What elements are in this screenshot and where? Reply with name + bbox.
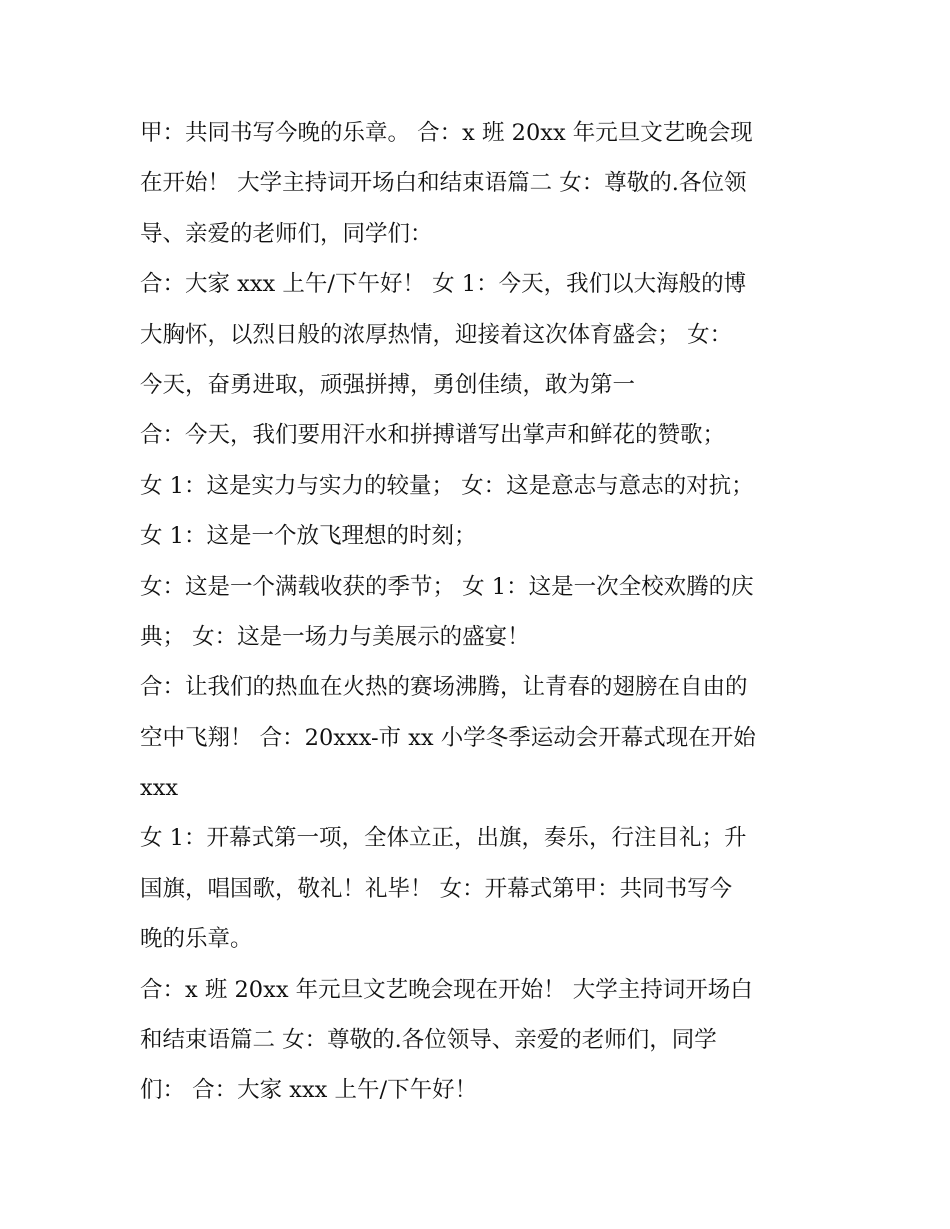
text-line: xxx (140, 775, 179, 802)
text-line: 在开始！ 大学主持词开场白和结束语篇二 女：尊敬的.各位领 (140, 170, 747, 197)
text-line: 导、亲爱的老师们，同学们： (140, 220, 433, 247)
text-line: 合：大家 xxx 上午/下午好！ 女 1：今天，我们以大海般的博 (140, 271, 747, 298)
document-body (140, 108, 830, 1116)
text-line: 女 1：开幕式第一项，全体立正，出旗，奏乐，行注目礼；升 (140, 825, 747, 852)
text-line: 今天，奋勇进取，顽强拼搏，勇创佳绩，敢为第一 (140, 371, 636, 398)
text-line: 合：今天，我们要用汗水和拼搏谱写出掌声和鲜花的赞歌； (140, 422, 726, 449)
text-line: 晚的乐章。 (140, 926, 253, 953)
text-line: 甲：共同书写今晚的乐章。 合：x 班 20xx 年元旦文艺晚会现 (140, 120, 753, 146)
text-line: 空中飞翔！ 合：20xxx-市 xx 小学冬季运动会开幕式现在开始 (140, 724, 756, 751)
text-line: 女 1：这是一个放飞理想的时刻； (140, 523, 477, 550)
text-line: 们： 合：大家 xxx 上午/下午好！ (140, 1077, 478, 1104)
text-line: 女 1：这是实力与实力的较量； 女：这是意志与意志的对抗； (140, 472, 754, 499)
text-line: 和结束语篇二 女：尊敬的.各位领导、亲爱的老师们，同学 (140, 1027, 717, 1054)
text-line: 国旗，唱国歌，敬礼！礼毕！ 女：开幕式第甲：共同书写今 (140, 875, 733, 902)
text-line: 合：x 班 20xx 年元旦文艺晚会现在开始！ 大学主持词开场白 (140, 976, 753, 1003)
text-line: 女：这是一个满载收获的季节； 女 1：这是一次全校欢腾的庆 (140, 573, 754, 600)
text-line: 大胸怀，以烈日般的浓厚热情，迎接着这次体育盛会； 女： (140, 321, 733, 348)
text-line: 典； 女：这是一场力与美展示的盛宴！ (140, 623, 530, 650)
text-line: 合：让我们的热血在火热的赛场沸腾，让青春的翅膀在自由的 (140, 674, 748, 701)
